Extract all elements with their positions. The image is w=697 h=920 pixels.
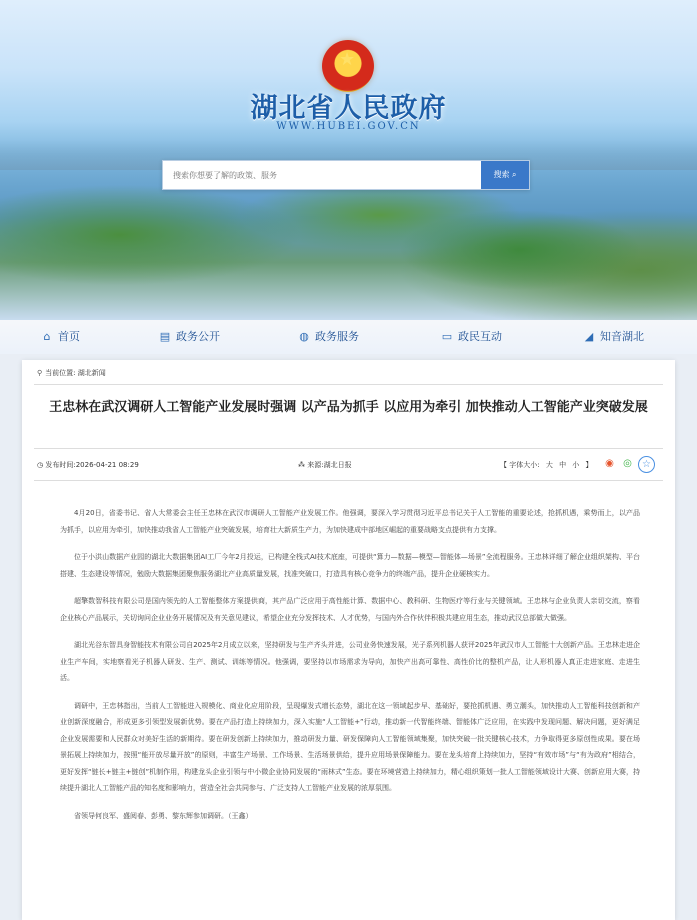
publish-time (37, 460, 139, 470)
nav-item-home[interactable] (40, 320, 80, 354)
location-pin-icon: ⚲ (37, 369, 43, 377)
header-banner (0, 0, 697, 320)
article-paragraph: 位于小洪山数据产业园的湖北大数据集团AI工厂今年2月投运，已构建全栈式AI技术底座，可提供“算力—数据—模型—智能体—场景”全流程服务。王忠林详细了解企业组织架构、平台搭建、生态建设等情况，勉励大数据集团聚焦服务湖北产业高质量发展，找准突破口，打造具有核心竞争力的终端产品，提升企业硬核实力。 (60, 553, 640, 578)
globe-icon: ◍ (299, 330, 309, 343)
nav-item-label: 首页 (58, 330, 80, 343)
breadcrumb (37, 368, 106, 378)
search-input[interactable] (163, 161, 479, 189)
article-card (22, 360, 675, 920)
font-size-close: 】 (585, 461, 593, 469)
breadcrumb-item[interactable]: 湖北新闻 (77, 369, 106, 377)
site-url: WWW.HUBEI.GOV.CN (276, 121, 421, 132)
article-title: 王忠林在武汉调研人工智能产业发展时强调 以产品为抓手 以应用为牵引 加快推动人工智能产业突破发展 (49, 400, 648, 415)
font-size-label: 【 字体大小: (500, 461, 540, 469)
article-paragraph: 省领导何良军、盛阅春、彭勇、黎东辉参加调研。（王鑫） (74, 811, 253, 820)
font-size-control (500, 460, 593, 470)
article-source (298, 460, 352, 470)
national-emblem-icon (322, 40, 374, 92)
source-icon: ⁂ (298, 461, 305, 469)
article-source-text: 来源:湖北日报 (307, 461, 352, 469)
nav-item-gov-services[interactable] (297, 320, 359, 354)
article-body (60, 505, 640, 835)
divider (34, 448, 663, 449)
search-bar (162, 160, 530, 190)
document-icon: ▤ (159, 330, 171, 343)
search-icon: ⌕ (512, 170, 517, 179)
article-paragraph: 湖北光谷东智具身智能技术有限公司自2025年2月成立以来，坚持研发与生产齐头并进，公司业务快速发展，光子系列机器人获评2025年武汉市人工智能十大创新产品。王忠林走进企业生产车间，实地察看光子机器人研发、生产、测试、训练等情况。他强调，要坚持以市场需求为导向，加快产出高可靠性、高性价比的整机产品，让人形机器人真正走进家庭、走进生活。 (60, 641, 640, 682)
nav-item-label: 政务公开 (176, 330, 220, 343)
nav-item-label: 知音湖北 (600, 330, 644, 343)
search-button-label: 搜索 (493, 170, 510, 179)
nav-item-zhiyin-hubei[interactable] (582, 320, 644, 354)
divider (34, 384, 663, 385)
wechat-share-icon[interactable]: ◎ (623, 458, 632, 469)
nav-item-label: 政务服务 (315, 330, 359, 343)
article-paragraph: 4月20日，省委书记、省人大常委会主任王忠林在武汉市调研人工智能产业发展工作。他强调，要深入学习贯彻习近平总书记关于人工智能的重要论述，抢抓机遇，乘势而上，以产品为抓手，以应用为牵引，加快推动我省人工智能产业突破发展，培育壮大新质生产力，为加快建成中部地区崛起的重要战略支点提供有力支撑。 (60, 509, 640, 534)
clock-icon: ◷ (37, 461, 44, 469)
divider (34, 480, 663, 481)
font-size-large[interactable]: 大 (545, 461, 553, 469)
site-title[interactable]: 湖北省人民政府 (250, 93, 447, 124)
publish-time-text: 发布时间:2026-04-21 08:29 (45, 461, 139, 469)
article-paragraph: 超擎数智科技有限公司是国内领先的人工智能整体方案提供商，其产品广泛应用于高性能计算、数据中心、教科研、生物医疗等行业与关键领域。王忠林与企业负责人亲切交流，察看企业核心产品展示，关切询问企业业务开展情况及有关意见建议，希望企业充分发挥技术、人才优势，与国内外合作伙伴积极共建应用生态，推动武汉总部做大做强。 (60, 597, 640, 622)
font-size-small[interactable]: 小 (572, 461, 580, 469)
qzone-share-icon[interactable]: ☆ (638, 456, 655, 473)
chat-icon: ▭ (441, 330, 453, 343)
nav-item-label: 政民互动 (458, 330, 502, 343)
home-icon: ⌂ (43, 330, 51, 343)
search-button[interactable] (481, 161, 529, 189)
breadcrumb-prefix: 当前位置: (45, 369, 76, 377)
nav-item-interaction[interactable] (440, 320, 502, 354)
megaphone-icon: ◢ (584, 330, 594, 343)
main-nav (0, 320, 697, 354)
article-paragraph: 调研中，王忠林指出，当前人工智能进入规模化、商业化应用阶段，呈现爆发式增长态势，湖北在这一领域起步早、基础好，要抢抓机遇、勇立潮头，加快推动人工智能科技创新和产业创新深度融合，形成更多引领型发展新优势。要在产品打造上持续加力，深入实施“人工智能+”行动，推动新一代智能终端、智能体广泛应用，在实践中发现问题、解决问题，更好满足企业发展需要和人民群众对美好生活的新期待。要在研发创新上持续加力，推动研发力量、研发保障向人工智能领域集聚，加快突破一批关键核心技术，力争取得更多原创性成果。要在场景拓展上持续加力，按照“能开放尽量开放”的原则，丰富生产场景、工作场景、生活场景供给，提升应用场景保障能力。要在龙头培育上持续加力，坚持“有效市场”与“有为政府”相结合，更好发挥“链长+链主+链创”机制作用，构建龙头企业引领与中小微企业协同发展的“雨林式”生态。要在环境营造上持续加力，精心组织策划一批人工智能领域设计大赛、创新应用大赛，持续提升湖北人工智能产品的知名度和影响力，营造全社会共同参与、广泛支持人工智能产业发展的浓厚氛围。 (60, 701, 640, 792)
font-size-medium[interactable]: 中 (559, 461, 567, 469)
nav-item-gov-affairs[interactable] (158, 320, 220, 354)
weibo-share-icon[interactable]: ◉ (605, 458, 614, 469)
